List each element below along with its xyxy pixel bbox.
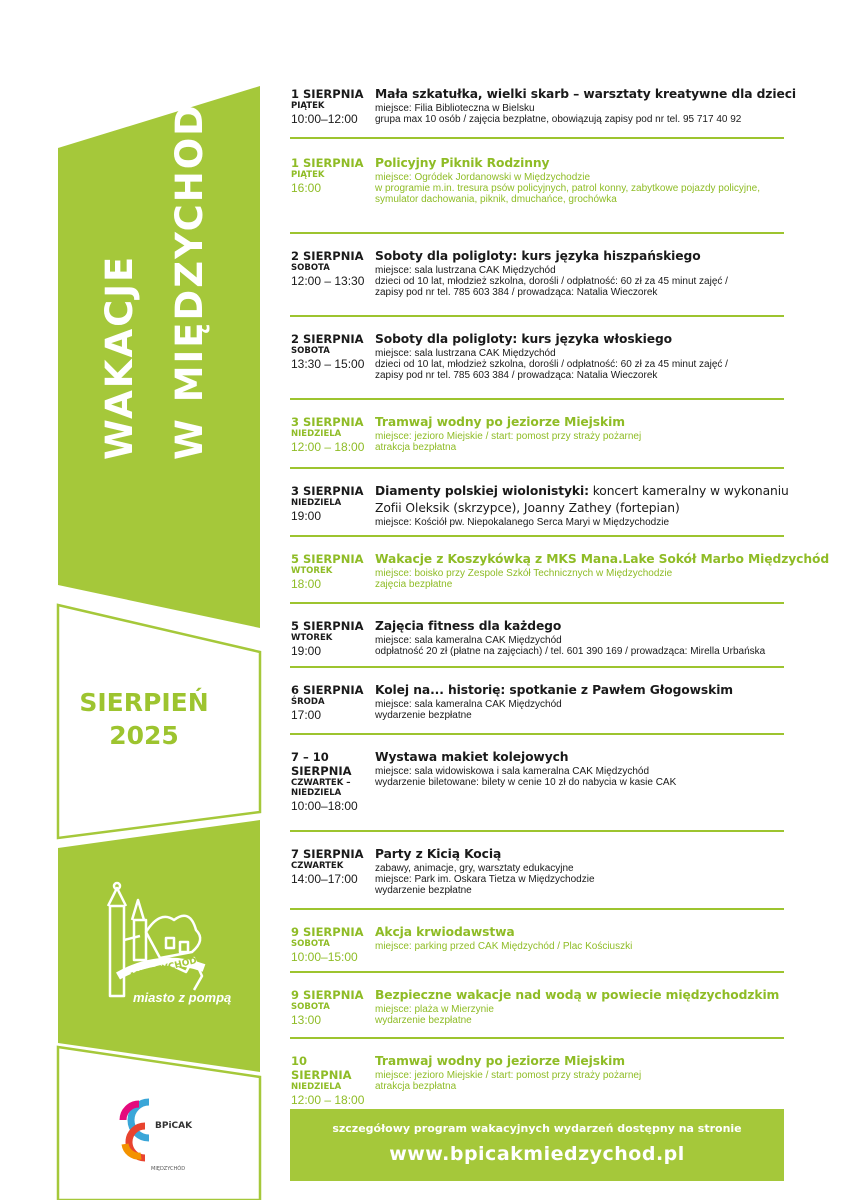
event-item [290,616,784,668]
event-content [375,155,787,205]
event-date-block [291,1054,371,1107]
event-detail: atrakcja bezpłatna [375,442,457,453]
event-detail: zabawy, animacje, gry, warsztaty edukacyjne [375,863,574,874]
event-day-line2: NIEDZIELA [291,788,342,798]
event-date: 7 SIERPNIA [291,847,364,861]
event-day: ŚRODA [291,697,325,707]
event-detail: miejsce: plaża w Mierzynie [375,1004,494,1015]
event-day: SOBOTA [291,1002,330,1012]
event-title: Soboty dla poligloty: kurs języka hiszpańskiego [375,249,701,263]
event-detail: zapisy pod nr tel. 785 603 384 / prowadząca: Natalia Wieczorek [375,287,658,298]
event-time: 10:00–12:00 [291,112,358,126]
event-time: 10:00–18:00 [291,799,358,813]
event-item [290,153,784,234]
event-detail: miejsce: jezioro Miejskie / start: pomost przy straży pożarnej [375,1070,642,1081]
logo-caption: miasto z pompą [133,990,232,1005]
event-content [375,331,787,381]
event-date: 9 SIERPNIA [291,988,364,1002]
event-item [290,922,784,973]
event-date: 3 SIERPNIA [291,415,364,429]
event-detail: wydarzenie bezpłatne [375,885,472,896]
side-title-line2: W MIĘDZYCHODZIE [168,31,211,460]
event-title: Zajęcia fitness dla każdego [375,619,562,633]
event-day: NIEDZIELA [291,1082,342,1092]
event-detail: dzieci od 10 lat, młodzież szkolna, dorośli / odpłatność: 60 zł za 45 minut zajęć / [375,359,728,370]
event-time: 14:00–17:00 [291,872,358,886]
event-day: CZWARTEK – [291,778,351,788]
event-title: Akcja krwiodawstwa [375,925,515,939]
event-detail: miejsce: parking przed CAK Międzychód / Plac Kościuszki [375,941,633,952]
event-detail: miejsce: Park im. Oskara Tietza w Międzychodzie [375,874,595,885]
event-day: NIEDZIELA [291,498,342,508]
event-date: 9 SIERPNIA [291,925,364,939]
event-item [290,329,784,400]
event-detail: zapisy pod nr tel. 785 603 384 / prowadząca: Natalia Wieczorek [375,370,658,381]
event-detail: symulator dachowania, piknik, dmuchańce, grochówka [375,194,617,205]
event-date: 2 SIERPNIA [291,249,364,263]
event-item [290,481,789,537]
event-item [290,412,784,469]
events-list [290,84,830,1107]
event-date-block [291,156,371,195]
event-date-block [291,988,371,1027]
event-day: SOBOTA [291,263,330,273]
event-title [375,483,787,500]
event-detail: odpłatność 20 zł (płatne na zajęciach) / tel. 601 390 169 / prowadząca: Mirella Urbańska [375,646,766,657]
event-date: 5 SIERPNIA [291,552,364,566]
event-detail: miejsce: Filia Biblioteczna w Bielsku [375,103,535,114]
event-detail: w programie m.in. tresura psów policyjnych, patrol konny, zabytkowe pojazdy policyjne, [375,183,760,194]
event-detail: wydarzenie bezpłatne [375,710,472,721]
event-date-block [291,249,371,288]
event-time: 16:00 [291,181,322,195]
event-date-line2: SIERPNIA [291,764,352,778]
event-item [290,747,784,832]
event-item [290,549,830,604]
event-date: 1 SIERPNIA [291,87,364,101]
logo-city-text: MIĘDZYCHÓD [129,955,198,983]
event-date: 3 SIERPNIA [291,484,364,498]
event-content [375,483,787,528]
event-title: Policyjny Piknik Rodzinny [375,156,550,170]
event-detail: miejsce: sala lustrzana CAK Międzychód [375,265,556,276]
event-title: Wystawa makiet kolejowych [375,750,569,764]
event-title: Tramwaj wodny po jeziorze Miejskim [375,415,625,429]
event-title-rest: koncert kameralny w wykonaniu [588,484,789,498]
event-item [290,84,797,139]
event-time: 17:00 [291,708,322,722]
event-time: 13:00 [291,1013,322,1027]
event-item [290,246,784,317]
event-content [375,682,787,721]
event-day: CZWARTEK [291,861,344,871]
event-day: WTOREK [291,566,333,576]
event-title: Mała szkatułka, wielki skarb – warsztaty kreatywne dla dzieci [375,87,797,101]
event-title: Party z Kicią Kocią [375,847,502,861]
event-detail: grupa max 10 osób / zajęcia bezpłatne, obowiązują zapisy pod nr tel. 95 717 40 92 [375,114,742,125]
event-content [375,551,830,590]
brand-name: BPiCAK [155,1121,193,1131]
event-detail: zajęcia bezpłatne [375,579,453,590]
side-title-line1: WAKACJE [98,254,141,460]
event-date-block [291,683,371,722]
event-detail: miejsce: sala kameralna CAK Międzychód [375,699,562,710]
event-date-block [291,619,371,658]
event-time: 18:00 [291,577,322,591]
event-title: Soboty dla poligloty: kurs języka włoskiego [375,332,673,346]
event-item [290,680,784,735]
event-date: 6 SIERPNIA [291,683,364,697]
event-time: 12:00 – 13:30 [291,274,365,288]
event-detail: atrakcja bezpłatna [375,1081,457,1092]
event-title: Tramwaj wodny po jeziorze Miejskim [375,1054,625,1068]
event-detail: miejsce: sala widowiskowa i sala kameralna CAK Międzychód [375,766,649,777]
event-content [375,414,787,453]
event-content [375,749,787,788]
event-content [375,924,787,952]
event-title-bold: Diamenty polskiej wiolonistyki: [375,484,589,498]
side-title [98,31,218,460]
event-title: Kolej na... historię: spotkanie z Pawłem Głogowskim [375,683,734,697]
month-label [60,686,228,752]
event-content [375,618,787,657]
event-time: 19:00 [291,644,322,658]
event-item [290,844,784,910]
event-content [375,1053,787,1092]
event-detail: miejsce: jezioro Miejskie / start: pomost przy straży pożarnej [375,431,642,442]
bpicak-logo-icon [115,1092,205,1172]
footer-text: szczegółowy program wakacyjnych wydarzeń dostępny na stronie [332,1122,742,1135]
event-detail: wydarzenie biletowane: bilety w cenie 10 zł do nabycia w kasie CAK [375,777,677,788]
event-day: NIEDZIELA [291,429,342,439]
event-time: 10:00–15:00 [291,950,358,964]
brand-sub: MIĘDZYCHÓD [151,1166,186,1172]
event-day: PIĄTEK [291,101,325,111]
event-content [375,248,787,298]
event-detail: miejsce: sala lustrzana CAK Międzychód [375,348,556,359]
event-detail: miejsce: boisko przy Zespole Szkół Technicznych w Międzychodzie [375,568,673,579]
event-title: Bezpieczne wakacje nad wodą w powiecie międzychodzkim [375,988,780,1002]
event-detail: miejsce: Kościół pw. Niepokalanego Serca Maryi w Międzychodzie [375,517,670,528]
footer-url-link[interactable]: www.bpicakmiedzychod.pl [389,1143,685,1165]
pump-logo-icon [100,880,220,1008]
event-date: 1 SIERPNIA [291,156,364,170]
event-time: 12:00 – 18:00 [291,440,365,454]
event-item [290,1051,784,1107]
event-date: 2 SIERPNIA [291,332,364,346]
event-date-block [291,552,371,591]
event-item [290,985,784,1039]
event-title: Wakacje z Koszykówką z MKS Mana.Lake Sokół Marbo Międzychód [375,552,830,566]
event-date-block [291,87,371,126]
event-date-block [291,415,371,454]
month-name: SIERPIEŃ [79,688,209,717]
event-content [375,86,797,125]
month-year: 2025 [109,721,179,750]
event-detail: miejsce: sala kameralna CAK Międzychód [375,635,562,646]
event-date-block [291,332,371,371]
event-date-block [291,847,371,886]
event-detail: dzieci od 10 lat, młodzież szkolna, dorośli / odpłatność: 60 zł za 45 minut zajęć / [375,276,728,287]
event-title-line2: Zofii Oleksik (skrzypce), Joanny Zathey (fortepian) [375,501,680,515]
footer-banner [290,1109,784,1181]
event-day: PIĄTEK [291,170,325,180]
event-day: SOBOTA [291,346,330,356]
event-detail: miejsce: Ogródek Jordanowski w Międzychodzie [375,172,591,183]
event-date: 10 SIERPNIA [291,1054,352,1082]
event-day: WTOREK [291,633,333,643]
event-detail: wydarzenie bezpłatne [375,1015,472,1026]
event-date: 7 – 10 [291,750,329,764]
event-date-block [291,925,371,964]
event-content [375,846,787,896]
event-time: 12:00 – 18:00 [291,1093,365,1107]
event-date-block [291,750,371,813]
event-date: 5 SIERPNIA [291,619,364,633]
event-day: SOBOTA [291,939,330,949]
event-time: 13:30 – 15:00 [291,357,365,371]
event-time: 19:00 [291,509,322,523]
event-date-block [291,484,371,523]
event-content [375,987,787,1026]
